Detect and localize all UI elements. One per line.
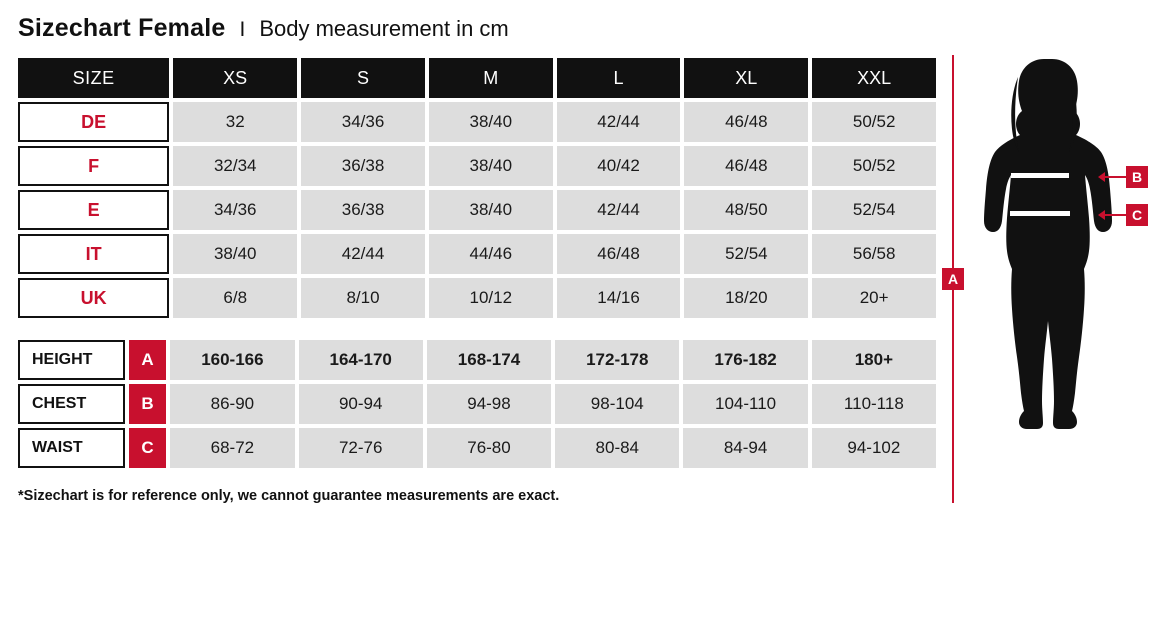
page-title [18, 14, 509, 43]
cell-height-xl: 176-182 [683, 340, 807, 380]
cell-f-m: 38/40 [429, 146, 553, 186]
cell-waist-xxl: 94-102 [812, 428, 936, 468]
cell-de-xl: 46/48 [684, 102, 808, 142]
chest-arrow-icon [1098, 172, 1105, 182]
marker-height-a: A [942, 268, 964, 290]
cell-f-xs: 32/34 [173, 146, 297, 186]
header-cell-xs: XS [173, 58, 297, 98]
row-label-it: IT [18, 234, 169, 274]
cell-height-m: 168-174 [427, 340, 551, 380]
chest-leader-line [1102, 176, 1128, 178]
footnote: *Sizechart is for reference only, we cannot guarantee measurements are exact. [18, 488, 560, 504]
cell-height-l: 172-178 [555, 340, 679, 380]
cell-waist-m: 76-80 [427, 428, 551, 468]
marker-chest-b: B [1126, 166, 1148, 188]
row-key-height: A [129, 340, 166, 380]
cell-f-xl: 46/48 [684, 146, 808, 186]
cell-de-xs: 32 [173, 102, 297, 142]
cell-waist-xl: 84-94 [683, 428, 807, 468]
body-measurement-figure [940, 55, 1150, 515]
cell-de-m: 38/40 [429, 102, 553, 142]
cell-chest-m: 94-98 [427, 384, 551, 424]
row-label-chest: CHEST [18, 384, 125, 424]
cell-it-xl: 52/54 [684, 234, 808, 274]
header-cell-size: SIZE [18, 58, 169, 98]
title-separator: I [239, 18, 246, 41]
cell-uk-l: 14/16 [557, 278, 681, 318]
cell-e-xs: 34/36 [173, 190, 297, 230]
cell-chest-xs: 86-90 [170, 384, 294, 424]
cell-it-s: 42/44 [301, 234, 425, 274]
cell-e-xl: 48/50 [684, 190, 808, 230]
table-row [18, 384, 936, 424]
waist-arrow-icon [1098, 210, 1105, 220]
row-key-chest: B [129, 384, 166, 424]
table-header-row [18, 58, 936, 98]
row-label-f: F [18, 146, 169, 186]
cell-de-s: 34/36 [301, 102, 425, 142]
cell-it-xxl: 56/58 [812, 234, 936, 274]
header-cell-xl: XL [684, 58, 808, 98]
table-row [18, 428, 936, 468]
cell-waist-xs: 68-72 [170, 428, 294, 468]
cell-uk-s: 8/10 [301, 278, 425, 318]
female-silhouette-icon [974, 55, 1114, 505]
row-label-e: E [18, 190, 169, 230]
header-cell-m: M [429, 58, 553, 98]
table-row [18, 278, 936, 318]
cell-chest-s: 90-94 [299, 384, 423, 424]
waist-leader-line [1102, 214, 1128, 216]
sizechart-table [18, 58, 936, 472]
table-row [18, 146, 936, 186]
row-label-uk: UK [18, 278, 169, 318]
cell-chest-xl: 104-110 [683, 384, 807, 424]
cell-chest-l: 98-104 [555, 384, 679, 424]
cell-it-l: 46/48 [557, 234, 681, 274]
cell-it-m: 44/46 [429, 234, 553, 274]
cell-de-xxl: 50/52 [812, 102, 936, 142]
row-label-waist: WAIST [18, 428, 125, 468]
cell-it-xs: 38/40 [173, 234, 297, 274]
marker-waist-c: C [1126, 204, 1148, 226]
cell-de-l: 42/44 [557, 102, 681, 142]
row-key-waist: C [129, 428, 166, 468]
cell-waist-s: 72-76 [299, 428, 423, 468]
cell-waist-l: 80-84 [555, 428, 679, 468]
header-cell-xxl: XXL [812, 58, 936, 98]
cell-e-xxl: 52/54 [812, 190, 936, 230]
waist-band [1010, 211, 1070, 216]
row-label-height: HEIGHT [18, 340, 125, 380]
table-row [18, 340, 936, 380]
title-subtitle: Body measurement in cm [259, 16, 509, 41]
cell-chest-xxl: 110-118 [812, 384, 936, 424]
cell-e-s: 36/38 [301, 190, 425, 230]
cell-uk-m: 10/12 [429, 278, 553, 318]
row-label-de: DE [18, 102, 169, 142]
table-row [18, 102, 936, 142]
chest-band [1011, 173, 1069, 178]
header-cell-l: L [557, 58, 681, 98]
table-row [18, 190, 936, 230]
cell-e-l: 42/44 [557, 190, 681, 230]
cell-uk-xl: 18/20 [684, 278, 808, 318]
title-main: Sizechart Female [18, 14, 226, 42]
cell-f-s: 36/38 [301, 146, 425, 186]
cell-height-xs: 160-166 [170, 340, 294, 380]
cell-height-s: 164-170 [299, 340, 423, 380]
cell-uk-xs: 6/8 [173, 278, 297, 318]
cell-e-m: 38/40 [429, 190, 553, 230]
cell-uk-xxl: 20+ [812, 278, 936, 318]
table-row [18, 234, 936, 274]
header-cell-s: S [301, 58, 425, 98]
cell-f-xxl: 50/52 [812, 146, 936, 186]
cell-height-xxl: 180+ [812, 340, 936, 380]
cell-f-l: 40/42 [557, 146, 681, 186]
